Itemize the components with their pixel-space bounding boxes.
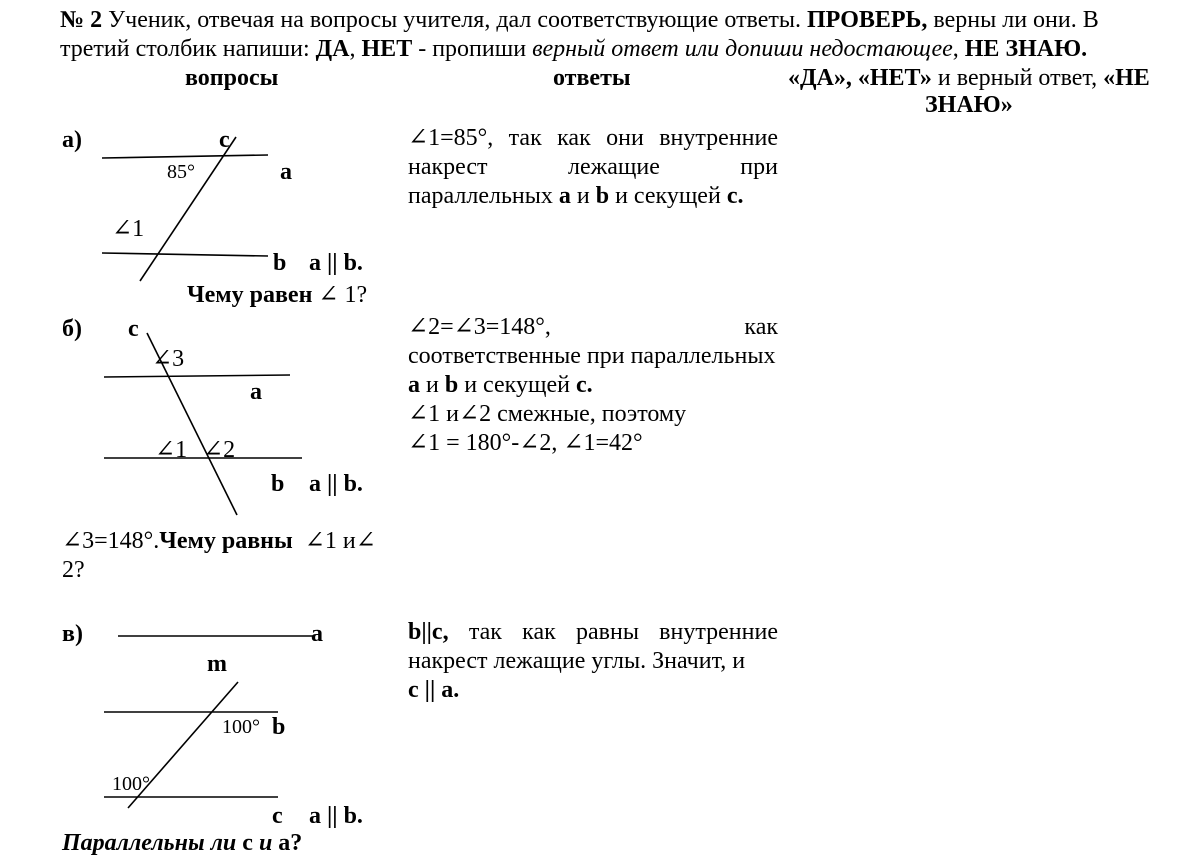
comma: , [349,36,362,62]
task-a-answer-line-2 [408,153,778,182]
task-b-label: б) [62,316,82,342]
task-b-q-c: ∠1 и∠ [304,528,376,554]
task-b-angle2: ∠2 [203,437,236,463]
answer-a-word-1: так [508,125,542,151]
answer-a-l2-word-1: лежащие [568,154,660,180]
task-v-q-a: Параллельны ли [62,830,243,856]
header-text-1: Ученик, отвечая на вопросы учителя, дал соответствующие ответы. [102,7,808,33]
task-v-ans-word-0: b||c, [408,619,449,645]
task-b-ans-l3-c: b [444,372,459,398]
task-v-answer-line-2: накрест лежащие углы. Значит, и [408,648,746,674]
task-b-ans-l1-right: как [744,314,778,340]
task-v-q-d: a [278,830,291,856]
task-a-question [187,281,367,310]
task-v-ans-word-1: так [468,619,502,645]
line-a-top [102,155,268,158]
task-b-angle1: ∠1 [155,437,188,463]
answer-a-l3-c: и [570,183,596,209]
line-a-b [104,375,290,377]
answer-a-l3-a: параллельных [408,183,559,209]
task-v-q-e: ? [290,830,303,856]
task-v-label-m: m [207,651,227,677]
answer-a-word-0: ∠1=85°, [408,125,494,151]
line-b-bottom [102,253,268,256]
header-text-2: верны ли они. В [927,7,1099,33]
task-v-label-c: c [272,803,283,829]
task-a-label: а) [62,127,82,153]
task-b-parallel: a || b. [309,471,363,497]
task-b-ans-l3-d: и секущей [458,372,576,398]
task-b-answer-line-2: соответственные при параллельных [408,343,776,369]
task-v-ans-word-3: равны [575,619,639,645]
answer-a-word-3: они [606,125,644,151]
task-b-ans-l1-left: ∠2=∠3=148°, [408,314,551,340]
task-a-angle1: ∠1 [112,216,145,242]
task-v-ans-word-4: внутренние [659,619,778,645]
answer-a-word-4: внутренние [659,125,778,151]
column-answers: ответы [553,65,631,91]
task-v-label: в) [62,621,83,647]
task-a-question-rest: ∠ 1? [318,282,368,308]
task-b-answer-line-1 [408,313,778,342]
header-line2-italic: верный ответ или допиши недостающее [532,36,953,62]
task-v-question [62,829,302,858]
answer-a-l3-b: a [558,183,571,209]
task-v-q-b: c [242,830,253,856]
task-b-ans-l3-b: и [420,372,445,398]
task-a-label-a: a [280,159,292,185]
check-word: ПРОВЕРЬ, [807,7,928,33]
task-a-answer-line-3 [408,182,743,211]
task-v-answer-line-1 [408,618,778,647]
answer-a-l3-d: b [595,183,610,209]
task-b-q-a: ∠3=148°. [62,528,160,554]
task-b-ans-l3-e: c. [575,372,593,398]
header-line2-c: , [952,36,965,62]
answer-a-l3-e: и секущей [609,183,727,209]
task-b-angle3: ∠3 [152,346,185,372]
answer-a-l2-word-2: при [740,154,778,180]
task-v-label-b: b [272,714,286,740]
task-a-question-bold: Чему равен [187,282,313,308]
task-v-label-a: a [311,621,323,647]
task-b-label-b: b [271,471,285,497]
task-b-question-line-1 [62,527,376,556]
task-number: № 2 [60,7,103,33]
task-v-ans-word-2: как [522,619,556,645]
column-third-2: ЗНАЮ» [925,92,1013,118]
task-b-label-a: a [250,379,262,405]
task-b-label-c: c [128,316,139,342]
task-a-label-b: b [273,250,287,276]
task-v-angle100-bottom: 100° [112,773,150,795]
task-b-question-line-2: 2? [62,557,85,583]
third-part-2: и верный ответ, [931,65,1104,91]
task-b-answer-line-3 [408,371,593,400]
header-line2-b: - пропиши [412,36,533,62]
secant-c [140,137,236,281]
task-a-parallel: a || b. [309,250,363,276]
task-a-label-c: c [219,127,230,153]
third-part-3: «НЕ [1103,65,1150,91]
third-part-1: «ДА», «НЕТ» [788,65,932,91]
dontknow-word: НЕ ЗНАЮ. [964,36,1088,62]
no-word: НЕТ [361,36,413,62]
task-b-ans-l3-a: a [408,372,420,398]
answer-a-l3-f: c. [726,183,744,209]
answer-a-l2-word-0: накрест [408,154,488,180]
task-v-answer-line-3: c || a. [408,677,460,703]
task-v-angle100-top: 100° [222,716,260,738]
task-a-angle85: 85° [167,161,195,183]
task-v-parallel: a || b. [309,803,363,829]
answer-a-word-2: как [557,125,591,151]
task-b-answer-line-5: ∠1 = 180°-∠2, ∠1=42° [408,430,643,456]
yes-word: ДА [315,36,350,62]
task-b-q-b: Чему равны [159,528,293,554]
task-v-q-c: и [252,830,279,856]
column-questions: вопросы [185,65,279,91]
task-a-answer-line-1 [408,124,778,153]
task-b-answer-line-4: ∠1 и∠2 смежные, поэтому [408,401,687,427]
header-line2-a: третий столбик напиши: [60,36,316,62]
